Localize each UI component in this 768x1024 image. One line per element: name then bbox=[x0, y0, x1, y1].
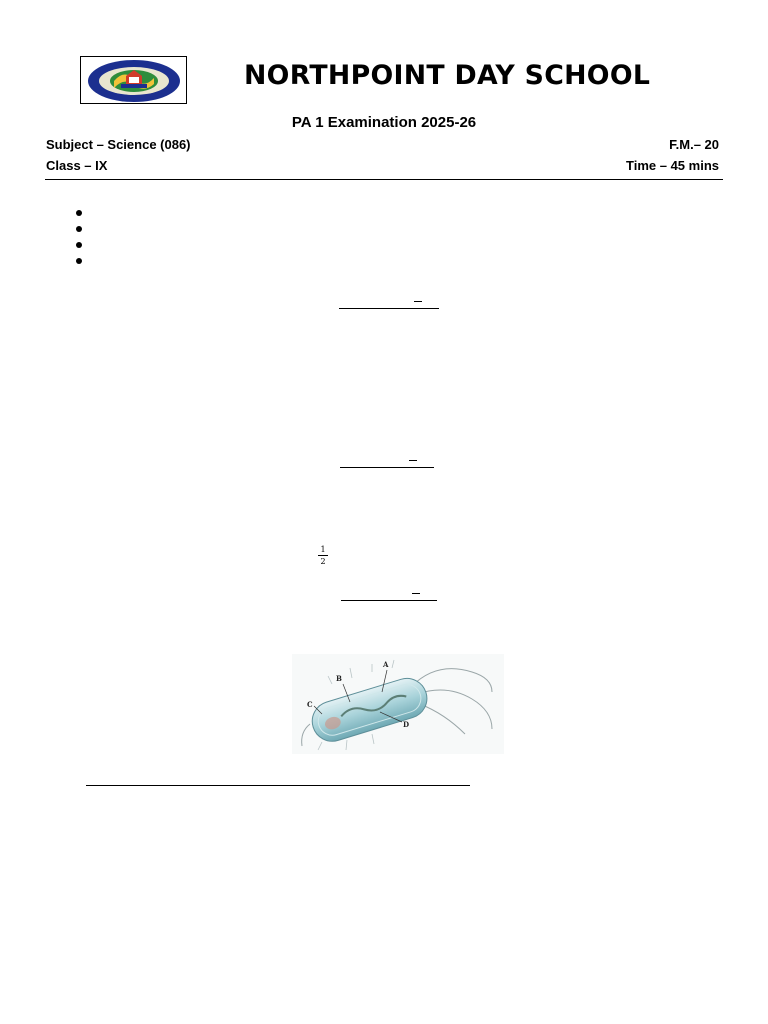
heading-dash bbox=[414, 301, 422, 302]
figure-label-d: D bbox=[403, 720, 410, 729]
fraction-numerator: 1 bbox=[320, 545, 326, 554]
instruction-list bbox=[76, 210, 82, 274]
heading-dash bbox=[412, 593, 420, 594]
section-c-heading bbox=[341, 586, 437, 601]
figure-label-b: B bbox=[336, 674, 342, 683]
fraction-denominator: 2 bbox=[320, 557, 326, 566]
time-line: Time – 45 mins bbox=[626, 158, 719, 173]
figure-label-c: C bbox=[307, 700, 313, 709]
heading-dash bbox=[409, 460, 417, 461]
section-a-heading bbox=[339, 294, 439, 309]
half-fraction bbox=[318, 545, 328, 566]
header-rule bbox=[45, 179, 723, 180]
list-item-bullet bbox=[76, 210, 82, 216]
answer-line bbox=[86, 785, 470, 786]
list-item-bullet bbox=[76, 258, 82, 264]
subject-line: Subject – Science (086) bbox=[46, 137, 191, 152]
full-marks: F.M.– 20 bbox=[669, 137, 719, 152]
section-b-heading bbox=[340, 453, 434, 468]
fraction-bar bbox=[318, 555, 328, 556]
school-logo bbox=[80, 56, 187, 104]
exam-title: PA 1 Examination 2025-26 bbox=[291, 114, 477, 131]
figure-label-a: A bbox=[383, 660, 389, 669]
list-item-bullet bbox=[76, 242, 82, 248]
bacterium-figure bbox=[292, 654, 504, 754]
school-crest-icon bbox=[81, 57, 188, 105]
class-line: Class – IX bbox=[46, 158, 108, 173]
bacterium-diagram-icon bbox=[292, 654, 504, 754]
list-item-bullet bbox=[76, 226, 82, 232]
school-name: NORTHPOINT DAY SCHOOL bbox=[244, 60, 651, 91]
